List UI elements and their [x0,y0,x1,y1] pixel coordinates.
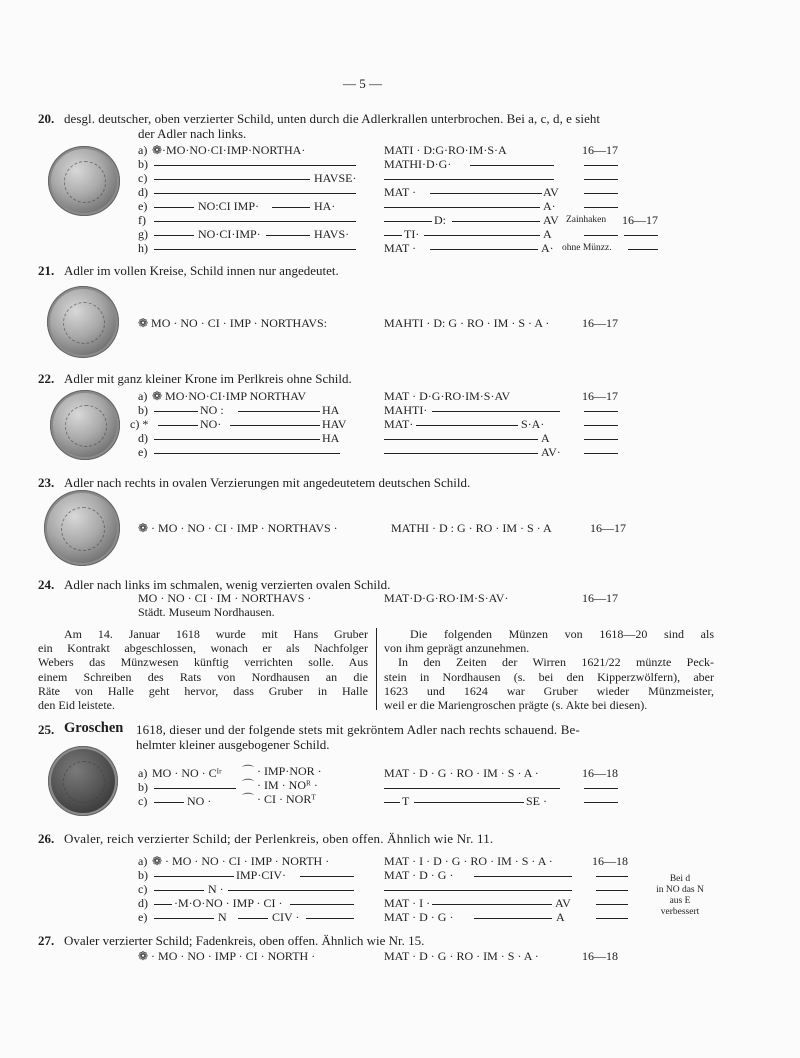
paragraph-left [38,627,368,712]
ditto-line [228,890,354,891]
variant-label: h) [138,241,148,255]
ditto-line [584,802,618,803]
date-range: 16—17 [582,389,618,403]
text-line: stein in Nordhausen (s. bei den Kipperzwölfern), aber [384,669,714,684]
variant-label: b) [138,403,148,417]
ditto-line [584,439,618,440]
obverse-legend-end: ⌒ · IMP·NOR · [242,764,322,778]
ditto-line [230,425,320,426]
coin-image [48,146,120,216]
ditto-line [430,249,538,250]
text-line: weil er die Mariengroschen prägte (s. Akte bei diesen). [384,698,648,713]
variant-label: d) [138,896,148,910]
text-line: einem Schreiben des Rats von Nordhausen an die [38,669,368,684]
ditto-line [154,890,204,891]
entry-number: 24. [38,577,55,592]
ditto-line [584,425,618,426]
variant-note: Zainhaken [566,215,607,225]
reverse-legend: TI· [404,227,420,241]
ditto-line [596,890,628,891]
ditto-line [290,904,354,905]
reverse-legend-end: S·A· [521,417,545,431]
ditto-line [158,425,198,426]
ditto-line [154,788,236,789]
reverse-legend-end: A· [541,241,554,255]
reverse-legend: MAHTI· [384,403,428,417]
ditto-line [430,193,542,194]
variant-label: c) [138,882,148,896]
text-line: den Eid leistete. [38,698,115,713]
reverse-legend: MAT · D · G · RO · IM · S · A · [384,949,539,963]
ditto-line [238,918,268,919]
ditto-line [424,235,540,236]
variant-label: a) [138,389,148,403]
ditto-line [584,165,618,166]
entry-title-cont: helmter kleiner ausgebogener Schild. [136,737,330,752]
obverse-legend-end: HAVS· [314,227,350,241]
entry-bold-title: Groschen [64,720,124,736]
entry-title: 1618, dieser und der folgende stets mit gekröntem Adler nach rechts schauend. Be- [136,722,580,737]
reverse-legend: D: [434,213,446,227]
page-number: — 5 — [343,76,382,91]
reverse-legend: MAT·D·G·RO·IM·S·AV· [384,591,509,605]
ditto-line [432,904,552,905]
variant-label: a) [138,143,148,157]
date-range: 16—17 [590,521,626,535]
date-range: 16—18 [592,854,628,868]
variant-label: e) [138,199,148,213]
variant-label: e) [138,445,148,459]
obverse-legend-end: HA [322,403,340,417]
ditto-line [154,411,198,412]
reverse-legend: MATHI · D : G · RO · IM · S · A [391,521,552,535]
ditto-line [474,876,572,877]
entry-number: 23. [38,475,55,490]
coin-image [48,746,118,816]
ditto-line [384,890,572,891]
text-line: 1623 und 1624 war Gruber wieder Münzmeister, [384,683,714,698]
text-line: Räte von Halle geht hervor, dass Gruber in Halle [38,683,368,698]
reverse-legend: MAT · D · G · [384,910,454,924]
coin-image [44,490,120,566]
obverse-legend-end: HA [322,431,340,445]
ditto-line [154,453,340,454]
ditto-line [584,235,618,236]
reverse-legend-end: A [543,227,552,241]
ditto-line [238,411,320,412]
text-line: Am 14. Januar 1618 wurde mit Hans Gruber [64,627,368,641]
ditto-line [306,918,354,919]
entry-title: Adler nach rechts in ovalen Verzierungen mit angedeutetem deutschen Schild. [64,475,471,490]
coin-image [50,390,120,460]
ditto-line [452,221,540,222]
obverse-legend: IMP·CIV· [236,868,286,882]
entry-number: 27. [38,933,55,948]
obverse-legend: NO · [187,794,212,808]
text-line: von ihm geprägt anzunehmen. [384,641,530,656]
ditto-line [596,904,628,905]
ditto-line [384,802,400,803]
variant-label: e) [138,910,148,924]
ditto-line [584,411,618,412]
ditto-line [154,207,194,208]
variant-label: d) [138,431,148,445]
obverse-legend: NO:CI IMP· [198,199,260,213]
reverse-legend: MAT · [384,185,417,199]
variant-label: d) [138,185,148,199]
ditto-line [266,235,310,236]
ditto-line [154,193,356,194]
date-range: 16—18 [582,949,618,963]
text-line: Webers das Münzwesen künftig verrichten solle. Aus [38,655,368,670]
ditto-line [584,453,618,454]
ditto-line [154,439,320,440]
entry-title: Adler nach links im schmalen, wenig verzierten ovalen Schild. [64,577,391,592]
obverse-legend: N [218,910,227,924]
reverse-legend: MATHI·D·G· [384,157,452,171]
variant-label: b) [138,868,148,882]
paragraph-right [384,627,714,712]
reverse-legend-end: AV [543,213,559,227]
ditto-line [384,207,540,208]
variant-label: c) [138,794,148,808]
reverse-legend-end: SE · [526,794,547,808]
obverse-legend: ❁ · MO · NO · IMP · CI · NORTH · [138,949,316,963]
text-line: ein Kontrakt abgeschlossen, wonach er als Nachfolger [38,641,368,656]
obverse-legend: NO·CI·IMP· [198,227,261,241]
obverse-legend: NO· [200,417,222,431]
reverse-legend: MAT · D · G · RO · IM · S · A · [384,766,539,780]
text-line: Die folgenden Münzen von 1618—20 sind als [410,627,714,641]
reverse-legend: MAT · D·G·RO·IM·S·AV [384,389,511,403]
source-note: Städt. Museum Nordhausen. [138,605,275,619]
variant-label: g) [138,227,148,241]
date-range: 16—17 [582,591,618,605]
entry-title: Ovaler verzierter Schild; Fadenkreis, oben offen. Ähnlich wie Nr. 15. [64,933,425,948]
obverse-legend: ❁·MO·NO·CI·IMP·NORTHA· [152,143,306,157]
reverse-legend: MAHTI · D: G · RO · IM · S · A · [384,316,550,330]
column-divider [376,628,377,710]
entry-number: 26. [38,831,55,846]
date-range: 16—17 [582,316,618,330]
ditto-line [414,802,524,803]
reverse-legend-end: AV· [541,445,561,459]
obverse-legend: ❁ · MO · NO · CI · IMP · NORTH · [152,854,330,868]
ditto-line [154,221,356,222]
date-range: 16—17 [622,213,658,227]
ditto-line [384,235,402,236]
ditto-line [474,918,552,919]
entry-number: 21. [38,263,55,278]
ditto-line [624,235,658,236]
reverse-legend-end: AV [543,185,559,199]
reverse-legend: MAT · I · D · G · RO · IM · S · A · [384,854,553,868]
ditto-line [154,918,214,919]
note-line: verbessert [660,907,700,917]
obverse-legend-end: HA· [314,199,336,213]
ditto-line [154,249,356,250]
reverse-legend-end: AV [555,896,571,910]
ditto-line [154,235,194,236]
obverse-legend: ❁ MO·NO·CI·IMP NORTHAV [152,389,307,403]
ditto-line [584,179,618,180]
ditto-line [432,411,560,412]
entry-title-cont: der Adler nach links. [138,126,247,141]
ditto-line [154,876,234,877]
variant-label: f) [138,213,146,227]
ditto-line [272,207,310,208]
variant-label: c) * [130,417,149,431]
variant-label: a) [138,766,148,780]
ditto-line [300,876,354,877]
variant-note: ohne Münzz. [562,243,612,253]
obverse-legend-end: ⌒ · CI · NORᵀ [242,792,316,806]
ditto-line [628,249,658,250]
obverse-legend-end: CIV · [272,910,300,924]
obverse-legend: ·M·O·NO · IMP · CI · [174,896,283,910]
date-range: 16—18 [582,766,618,780]
ditto-line [384,179,554,180]
entry-title: Ovaler, reich verzierter Schild; der Perlenkreis, oben offen. Ähnlich wie Nr. 11. [64,831,494,846]
ditto-line [470,165,554,166]
reverse-legend-end: A [556,910,565,924]
note-line: aus E [669,896,691,906]
side-note [640,874,720,918]
variant-label: a) [138,854,148,868]
obverse-legend-end: ⌒ · IM · NOᴿ · [242,778,318,792]
obverse-legend-end: HAV [322,417,347,431]
reverse-legend: MAT· [384,417,414,431]
ditto-line [584,788,618,789]
obverse-legend: N · [208,882,224,896]
reverse-legend: T [402,794,410,808]
ditto-line [384,439,538,440]
entry-title: desgl. deutscher, oben verzierter Schild, unten durch die Adlerkrallen unterbrochen. Bei a, c, d, e sieht [64,111,601,126]
ditto-line [154,904,172,905]
reverse-legend: MAT · I · [384,896,431,910]
reverse-legend-end: A [541,431,550,445]
obverse-legend: ❁ · MO · NO · CI · IMP · NORTHAVS · [138,521,338,535]
note-line: Bei d [669,874,691,884]
entry-number: 22. [38,371,55,386]
reverse-legend-end: A· [543,199,556,213]
variant-label: b) [138,157,148,171]
entry-number: 20. [38,111,55,126]
reverse-legend: MAT · [384,241,417,255]
ditto-line [596,918,628,919]
note-line: in NO das N [656,885,704,895]
variant-label: c) [138,171,148,185]
ditto-line [384,221,432,222]
ditto-line [384,453,538,454]
reverse-legend: MATI · D:G·RO·IM·S·A [384,143,507,157]
variant-label: b) [138,780,148,794]
obverse-legend: HAVSE· [314,171,357,185]
date-range: 16—17 [582,143,618,157]
ditto-line [154,802,184,803]
coin-image [47,286,119,358]
ditto-line [384,788,560,789]
reverse-legend: MAT · D · G · [384,868,454,882]
obverse-legend: NO : [200,403,224,417]
obverse-legend: MO · NO · Cᴵʳ [152,766,222,780]
obverse-legend: MO · NO · CI · IM · NORTHAVS · [138,591,312,605]
ditto-line [154,165,356,166]
entry-title: Adler im vollen Kreise, Schild innen nur angedeutet. [64,263,339,278]
obverse-legend: ❁ MO · NO · CI · IMP · NORTHAVS: [138,316,328,330]
ditto-line [596,876,628,877]
ditto-line [154,179,310,180]
ditto-line [584,207,618,208]
ditto-line [416,425,518,426]
entry-title: Adler mit ganz kleiner Krone im Perlkreis ohne Schild. [64,371,352,386]
text-line: In den Zeiten der Wirren 1621/22 münzte Peck- [398,655,714,670]
entry-number: 25. [38,722,55,737]
ditto-line [584,193,618,194]
